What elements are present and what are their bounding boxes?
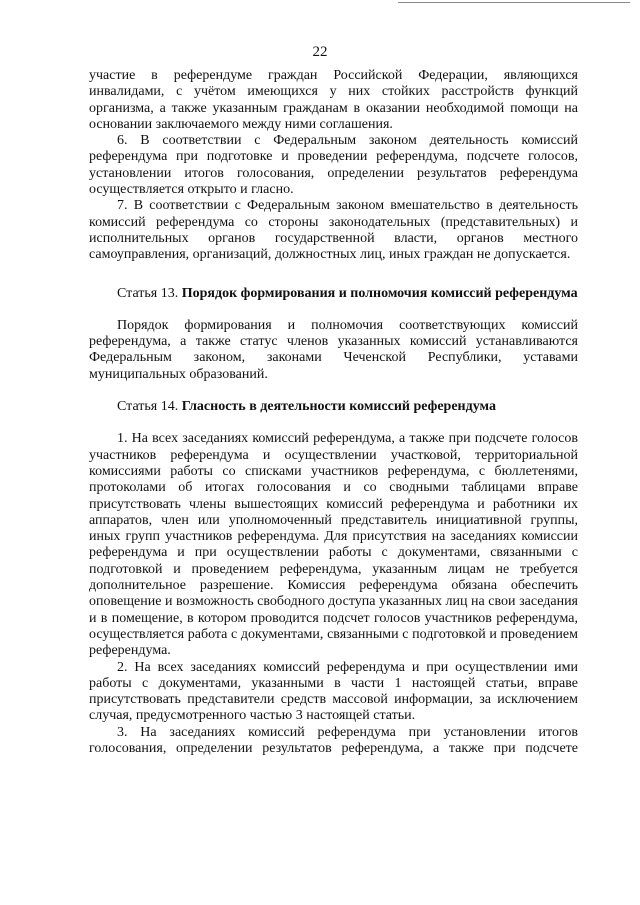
- article-14-part-3: 3. На заседаниях комиссий референдума при установлении итогов голосования, определении результатов референдума, а также при подсчете: [89, 724, 578, 756]
- page-number: 22: [312, 44, 328, 60]
- paragraph-7: 7. В соответствии с Федеральным законом вмешательство в деятельность комиссий референдума со стороны законодательных (представительных) и исполнительных органов государственной власти, органов местного самоуправления, организаций, должностных лиц, иных граждан не допускается.: [89, 198, 578, 263]
- article-14-label: Статья 14.: [117, 399, 182, 415]
- article-14-part-2: 2. На всех заседаниях комиссий референдума и при осуществлении ими работы с документами, указанными в части 1 настоящей статьи, вправе присутствовать представители средств массовой информации, за исключением случая, предусмотренного частью 3 настоящей статьи.: [89, 659, 578, 724]
- article-14-title: Гласность в деятельности комиссий референдума: [181, 399, 496, 415]
- article-13-text: Порядок формирования и полномочия соответствующих комиссий референдума, а также статус членов указанных комиссий устанавливаются Федеральным законом, законами Чеченской Республики, уставами муниципальных образований.: [89, 317, 578, 382]
- paragraph-continuation: участие в референдуме граждан Российской Федерации, являющихся инвалидами, с учётом имеющихся у них стойких расстройств функций организма, а также указанным гражданам в оказании необходимой помощи на основании заключаемого между ними соглашения.: [89, 68, 578, 132]
- article-13-title: Порядок формирования и полномочия комиссий референдума: [181, 285, 578, 301]
- article-13-heading: [89, 286, 578, 302]
- article-14-heading: [89, 399, 578, 415]
- article-13-label: Статья 13.: [117, 285, 182, 301]
- article-14-part-1: 1. На всех заседаниях комиссий референдума, а также при подсчете голосов участников референдума и осуществлении участковой, территориальной комиссиями работы со списками участников референдума, с бюллетенями, протоколами об итогах голосования и со сводными таблицами вправе присутствовать члены вышестоящих комиссий референдума и работники их аппаратов, член или уполномоченный представитель инициативной группы, иных групп участников референдума. Для присутствия на заседаниях комиссии референдума и при осуществлении работы с документами, связанными с подготовкой и проведением референдума, указанным лицам не требуется дополнительное разрешение. Комиссия референдума обязана обеспечить оповещение и возможность свободного доступа указанных лиц на свои заседания и в помещение, в котором проводится подсчет голосов участников референдума, осуществляется работа с документами, связанными с подготовкой и проведением референдума.: [89, 431, 578, 659]
- document-body: [89, 68, 578, 757]
- top-rule-line: [398, 2, 630, 3]
- paragraph-6: 6. В соответствии с Федеральным законом деятельность комиссий референдума при подготовке и проведении референдума, подсчете голосов, установлении итогов голосования, определении результатов референдума осуществляется открыто и гласно.: [89, 133, 578, 198]
